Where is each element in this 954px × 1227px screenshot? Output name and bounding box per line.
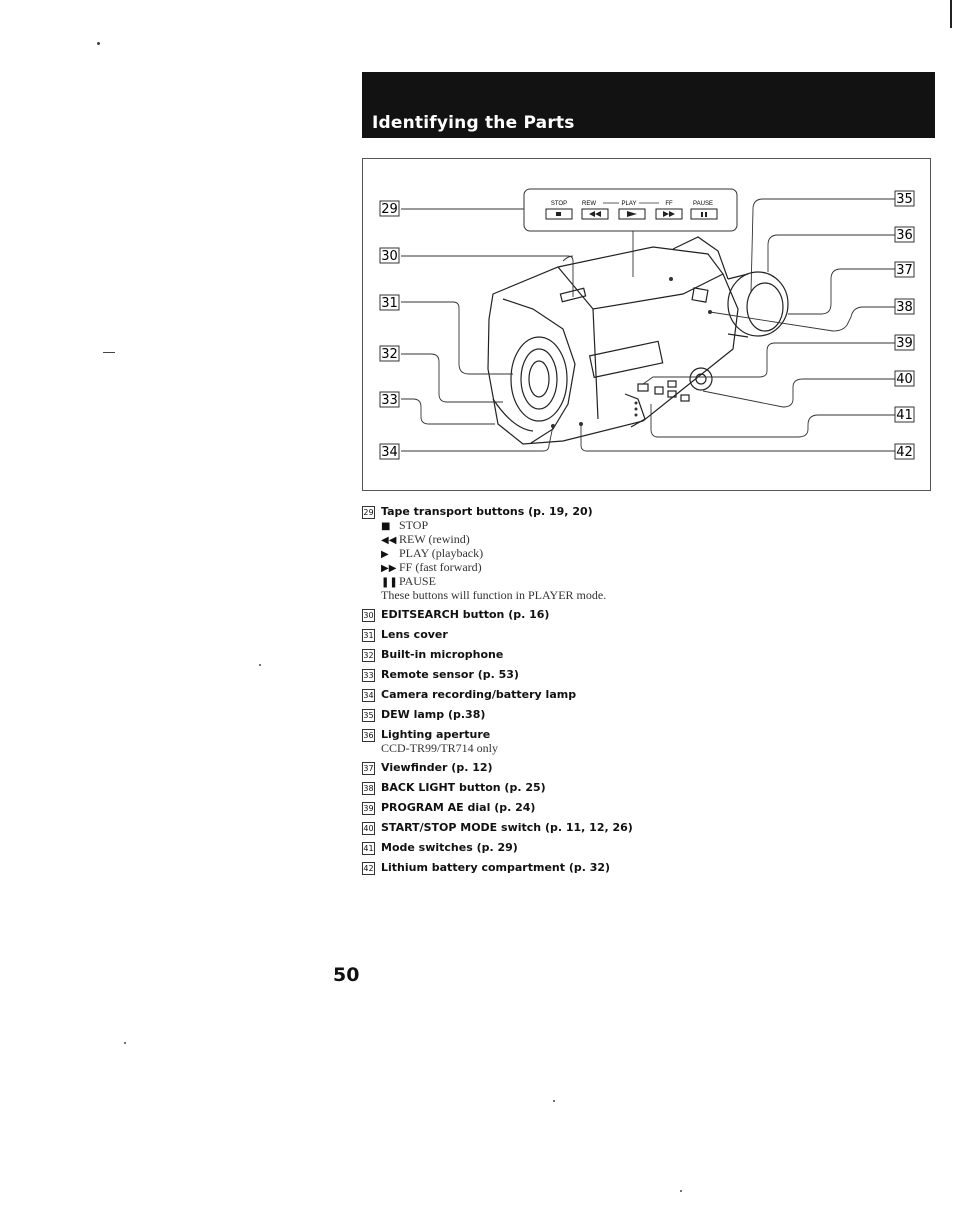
parts-list-item: [362, 861, 812, 875]
item-number: 42: [363, 864, 374, 873]
item-note: CCD-TR99/TR714 only: [381, 741, 499, 755]
scan-speck: [97, 42, 100, 45]
rewind-icon: ◀◀: [381, 535, 397, 546]
item-subline-text: PLAY (playback): [399, 546, 484, 560]
parts-list-item: [362, 688, 812, 702]
item-number: 39: [363, 804, 374, 813]
item-subline-text: FF (fast forward): [399, 560, 482, 574]
item-subline-text: REW (rewind): [399, 532, 470, 546]
item-number: 35: [363, 711, 374, 720]
item-number: 32: [363, 651, 374, 660]
button-panel: [524, 189, 737, 231]
item-label: Mode switches (p. 29): [381, 841, 518, 854]
callout-40: 40: [896, 372, 913, 387]
camcorder-details: [551, 277, 712, 428]
item-subline: [381, 561, 812, 575]
item-label: Remote sensor (p. 53): [381, 668, 519, 681]
play-icon: [619, 209, 645, 219]
callout-37: 37: [896, 263, 913, 278]
camcorder-figure: [362, 158, 931, 491]
item-label: PROGRAM AE dial (p. 24): [381, 801, 536, 814]
item-label: Lithium battery compartment (p. 32): [381, 861, 611, 874]
parts-list-item: [362, 841, 812, 855]
item-label: Viewfinder (p. 12): [381, 761, 493, 774]
item-number: 29: [363, 508, 374, 517]
item-number: 33: [363, 671, 374, 680]
callout-36: 36: [896, 228, 913, 243]
item-number: 37: [363, 764, 374, 773]
parts-list-item: [362, 708, 812, 722]
item-label: EDITSEARCH button (p. 16): [381, 608, 550, 621]
item-label: Built-in microphone: [381, 648, 504, 661]
parts-list-item: [362, 668, 812, 682]
callout-34: 34: [381, 445, 398, 460]
item-number: 31: [363, 631, 374, 640]
parts-list-item: [362, 608, 812, 622]
item-number: 34: [363, 691, 374, 700]
callout-33: 33: [381, 393, 398, 408]
parts-list-item: [362, 761, 812, 775]
parts-list-item: [362, 821, 812, 835]
item-number: 40: [363, 824, 374, 833]
item-label: BACK LIGHT button (p. 25): [381, 781, 546, 794]
panel-label-rew: REW: [582, 201, 596, 207]
callout-31: 31: [381, 296, 398, 311]
item-label: Camera recording/battery lamp: [381, 688, 577, 701]
panel-label-stop: STOP: [550, 201, 568, 207]
item-number: 38: [363, 784, 374, 793]
item-number: 30: [363, 611, 374, 620]
scan-speck: [259, 664, 261, 666]
page-number: 50: [333, 964, 360, 986]
callout-29: 29: [381, 202, 398, 217]
item-label: START/STOP MODE switch (p. 11, 12, 26): [381, 821, 633, 834]
scan-speck: [103, 352, 115, 353]
item-subline-text: PAUSE: [399, 574, 436, 588]
left-leader-lines: [401, 209, 573, 451]
scan-speck: [680, 1190, 682, 1192]
callout-39: 39: [896, 336, 913, 351]
pause-icon: ❚❚: [381, 577, 398, 588]
rewind-icon: [582, 209, 608, 219]
callouts-right: [895, 191, 914, 460]
item-note: These buttons will function in PLAYER mode.: [381, 588, 607, 602]
item-label: DEW lamp (p.38): [381, 708, 486, 721]
parts-list-item: [362, 628, 812, 642]
item-label: Lens cover: [381, 628, 448, 641]
item-subline: [381, 519, 812, 533]
item-subline: [381, 533, 812, 547]
callout-42: 42: [896, 445, 913, 460]
item-label: Tape transport buttons (p. 19, 20): [381, 505, 593, 518]
pause-icon: [691, 209, 717, 219]
scan-speck: [124, 1042, 126, 1044]
camcorder-body: [488, 237, 788, 444]
section-title: Identifying the Parts: [372, 113, 575, 133]
parts-list-item: [362, 781, 812, 795]
parts-list: [362, 505, 812, 881]
item-label: Lighting aperture: [381, 728, 491, 741]
panel-label-play: PLAY: [621, 201, 637, 207]
callout-41: 41: [896, 408, 913, 423]
scan-speck: [553, 1100, 555, 1102]
callouts-left: [380, 201, 399, 460]
parts-list-item: [362, 801, 812, 815]
item-number: 41: [363, 844, 374, 853]
section-header: [362, 72, 935, 138]
page-edge-bar: [950, 0, 952, 28]
item-number: 36: [363, 731, 374, 740]
fast-forward-icon: ▶▶: [381, 563, 397, 574]
callout-35: 35: [896, 192, 913, 207]
parts-list-item: [362, 505, 812, 602]
play-icon: ▶: [381, 549, 389, 560]
parts-list-item: [362, 728, 812, 755]
item-subline: [381, 575, 812, 589]
callout-38: 38: [896, 300, 913, 315]
item-subline-text: STOP: [399, 518, 429, 532]
right-leader-lines: [563, 199, 895, 451]
stop-icon: [546, 209, 572, 219]
stop-icon: ■: [381, 521, 391, 532]
fast-forward-icon: [656, 209, 682, 219]
panel-label-ff: FF: [665, 201, 673, 207]
panel-label-pause: PAUSE: [693, 201, 713, 207]
parts-list-item: [362, 648, 812, 662]
callout-30: 30: [381, 249, 398, 264]
item-subline: [381, 547, 812, 561]
camcorder-diagram: [363, 159, 930, 490]
callout-32: 32: [381, 347, 398, 362]
